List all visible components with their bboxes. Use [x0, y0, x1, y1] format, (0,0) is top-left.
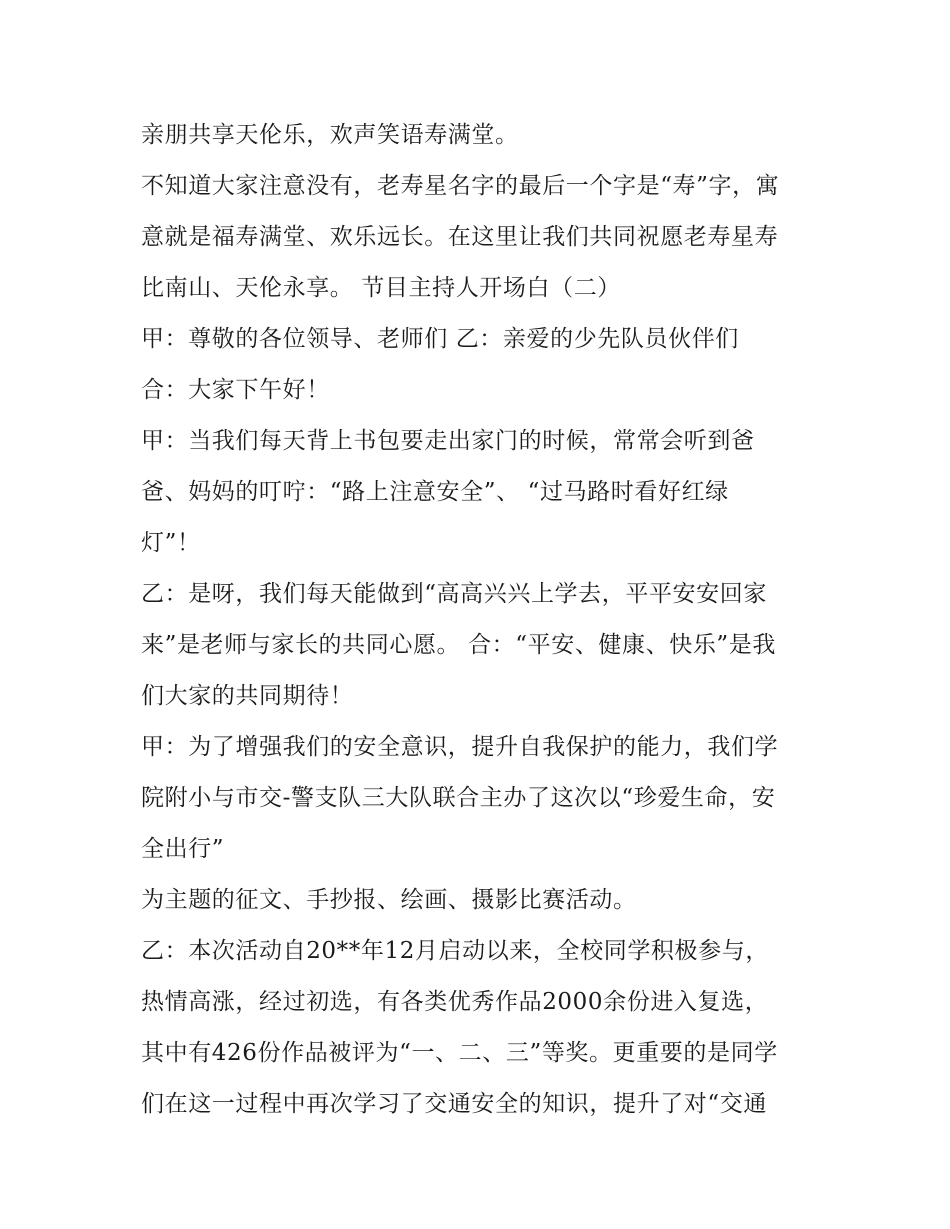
text-line: 意就是福寿满堂、欢乐远长。在这里让我们共同祝愿老寿星寿 — [141, 224, 779, 250]
text-line: 院附小与市交-警支队三大队联合主办了这次以“珍爱生命，安 — [141, 785, 776, 811]
text-line: 比南山、天伦永享。 节目主持人开场白（二） — [141, 275, 621, 301]
text-line: 其中有426份作品被评为“一、二、三”等奖。更重要的是同学 — [141, 1040, 778, 1066]
document-body — [141, 110, 831, 1130]
text-line: 乙：本次活动自20**年12月启动以来，全校同学积极参与， — [141, 938, 769, 964]
text-line: 来”是老师与家长的共同心愿。 合：“平安、健康、快乐”是我 — [141, 632, 776, 658]
text-line: 甲：尊敬的各位领导、老师们 乙：亲爱的少先队员伙伴们 — [141, 326, 739, 352]
text-line: 合：大家下午好！ — [141, 377, 330, 403]
text-line: 灯”！ — [141, 530, 201, 556]
text-line: 亲朋共享天伦乐，欢声笑语寿满堂。 — [141, 122, 519, 148]
text-line: 乙：是呀，我们每天能做到“高高兴兴上学去，平平安安回家 — [141, 581, 767, 607]
text-line: 热情高涨，经过初选，有各类优秀作品2000余份进入复选， — [141, 989, 769, 1015]
text-line: 们在这一过程中再次学习了交通安全的知识，提升了对“交通 — [141, 1091, 767, 1117]
text-line: 为主题的征文、手抄报、绘画、摄影比赛活动。 — [141, 887, 637, 913]
text-line: 们大家的共同期待！ — [141, 683, 354, 709]
text-line: 甲：为了增强我们的安全意识，提升自我保护的能力，我们学 — [141, 734, 779, 760]
text-line: 爸、妈妈的叮咛：“路上注意安全”、 “过马路时看好红绿 — [141, 479, 729, 505]
text-line: 不知道大家注意没有，老寿星名字的最后一个字是“寿”字，寓 — [141, 173, 780, 199]
text-line: 全出行” — [141, 836, 225, 862]
text-line: 甲：当我们每天背上书包要走出家门的时候，常常会听到爸 — [141, 428, 755, 454]
